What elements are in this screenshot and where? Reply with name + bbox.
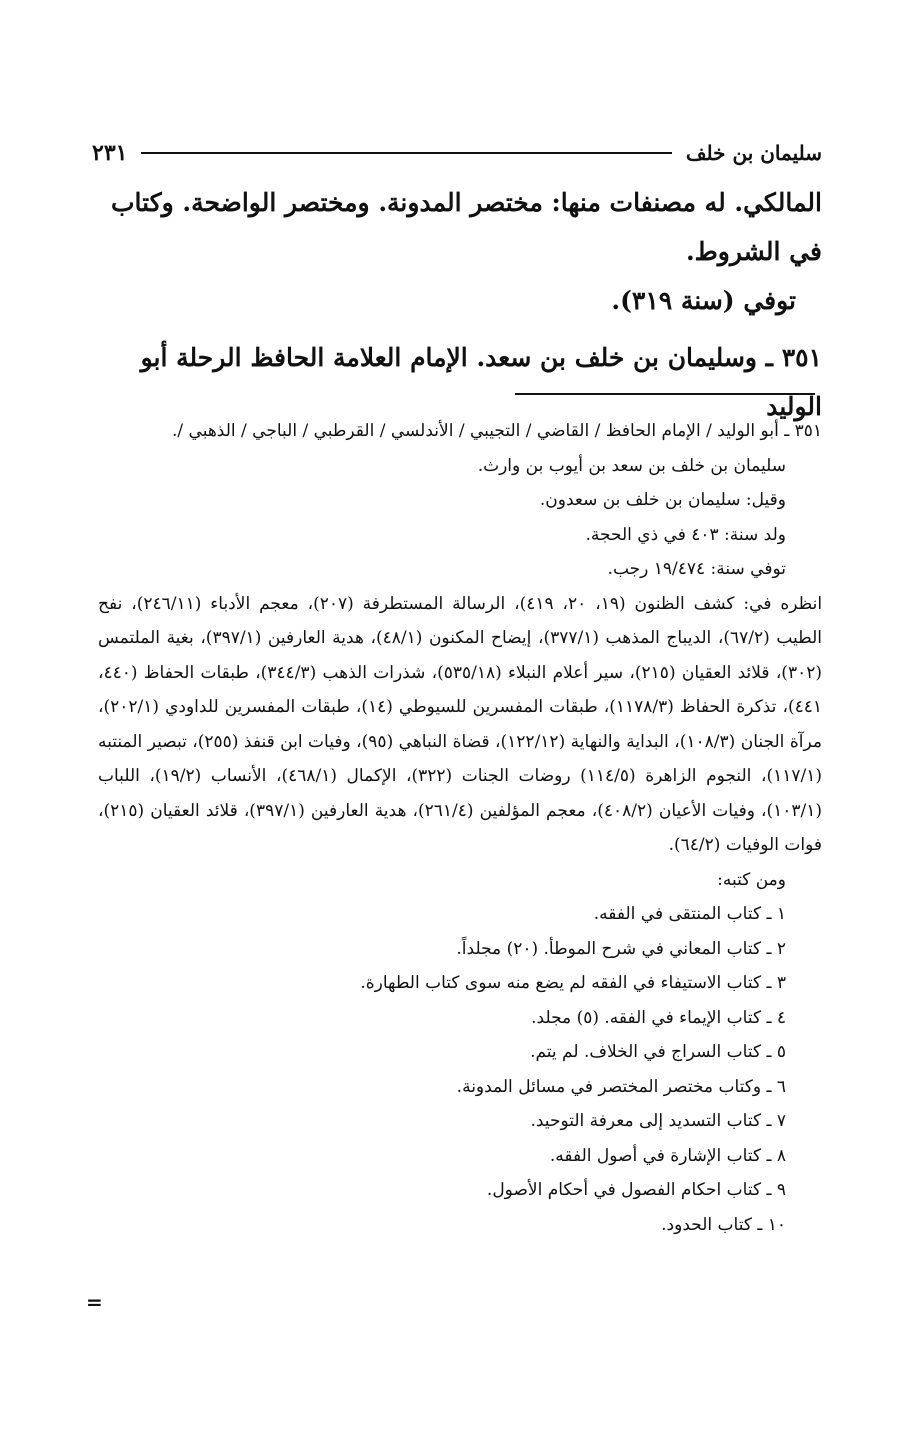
list-item: ٣ ـ كتاب الاستيفاء في الفقه لم يضع منه سوى كتاب الطهارة. bbox=[360, 973, 786, 993]
main-line-2: في الشروط. bbox=[685, 237, 822, 266]
list-item: ٩ ـ كتاب احكام الفصول في أحكام الأصول. bbox=[486, 1180, 786, 1200]
list-item: ٥ ـ كتاب السراج في الخلاف. لم يتم. bbox=[530, 1042, 786, 1062]
footnote-line-4: ولد سنة: ٤٠٣ في ذي الحجة. bbox=[585, 524, 786, 545]
footnote-line-5: توفي سنة: ١٩/٤٧٤ رجب. bbox=[607, 559, 786, 579]
page-number: ٢٣١ bbox=[92, 140, 128, 166]
list-item: ٢ ـ كتاب المعاني في شرح الموطأ. (٢٠) مجلداً. bbox=[456, 938, 786, 959]
main-line-3: توفي (سنة ٣١٩). bbox=[611, 286, 796, 315]
books-list bbox=[98, 897, 822, 1242]
footnote-line-3: وقيل: سليمان بن خلف بن سعدون. bbox=[539, 490, 786, 510]
list-item: ١٠ ـ كتاب الحدود. bbox=[661, 1214, 786, 1235]
footnote-line-2: سليمان بن خلف بن سعد بن أيوب بن وارث. bbox=[477, 455, 786, 476]
running-title: سليمان بن خلف bbox=[685, 141, 822, 165]
main-line-1: المالكي. له مصنفات منها: مختصر المدونة. ومختصر الواضحة. وكتاب bbox=[111, 188, 822, 217]
header-rule bbox=[141, 152, 671, 154]
continuation-mark: = bbox=[86, 1290, 103, 1314]
books-intro: ومن كتبه: bbox=[717, 869, 786, 890]
footnotes bbox=[98, 414, 822, 1242]
running-header bbox=[92, 136, 822, 170]
list-item: ٦ ـ وكتاب مختصر المختصر في مسائل المدونة. bbox=[456, 1076, 786, 1097]
entry-heading: ٣٥١ ـ وسليمان بن خلف بن سعد. الإمام العلامة الحافظ الرحلة أبو الوليد bbox=[140, 343, 822, 421]
references-paragraph: انظره في: كشف الظنون (١٩، ٢٠، ٤١٩)، الرسالة المستطرفة (٢٠٧)، معجم الأدباء (٢٤٦/١١)، نفح الطيب (٦٧/٢)، الديباج المذهب (٣٧٧/١)، إيضاح المكنون (٤٨/١)، هدية العارفين (٣٩٧/١)، بغية الملتمس (٣٠٢)، قلائد العقيان (٢١٥)، سير أعلام النبلاء (٥٣٥/١٨)، شذرات الذهب (٣٤٤/٣)، طبقات الحفاظ (٤٤٠، ٤٤١)، تذكرة الحفاظ (١١٧٨/٣)، طبقات المفسرين للسيوطي (١٤)، طبقات المفسرين للداودي (٢٠٢/١)، مرآة الجنان (١٠٨/٣)، البداية والنهاية (١٢٢/١٢)، قضاة النباهي (٩٥)، وفيات ابن قنفذ (٢٥٥)، تبصير المنتبه (١١٧/١)، النجوم الزاهرة (١١٤/٥) روضات الجنات (٣٢٢)، الإكمال (٤٦٨/١)، الأنساب (١٩/٢)، اللباب (١٠٣/١)، وفيات الأعيان (٤٠٨/٢)، معجم المؤلفين (٢٦١/٤)، هدية العارفين (٣٩٧/١)، قلائد العقيان (٢١٥)، فوات الوفيات (٦٤/٢). bbox=[98, 593, 823, 855]
list-item: ١ ـ كتاب المنتقى في الفقه. bbox=[593, 904, 786, 924]
list-item: ٧ ـ كتاب التسديد إلى معرفة التوحيد. bbox=[530, 1111, 786, 1131]
list-item: ٤ ـ كتاب الإيماء في الفقه. (٥) مجلد. bbox=[531, 1007, 786, 1028]
list-item: ٨ ـ كتاب الإشارة في أصول الفقه. bbox=[549, 1145, 786, 1166]
footnote-separator bbox=[515, 393, 815, 395]
footnote-line-1: ٣٥١ ـ أبو الوليد / الإمام الحافظ / القاضي / التجيبي / الأندلسي / القرطبي / الباجي / الذهبي /. bbox=[172, 421, 822, 441]
